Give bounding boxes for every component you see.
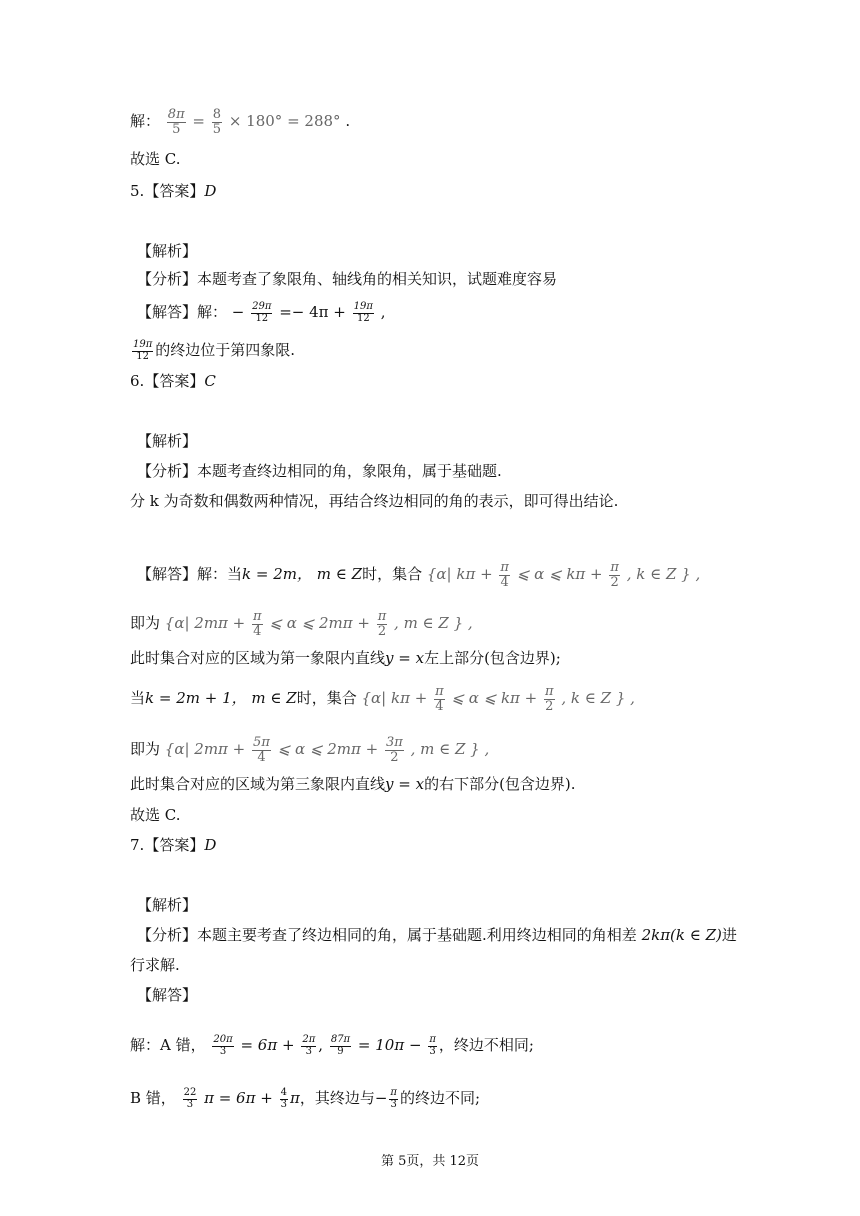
analysis-6-line-1: 【分析】本题考查终边相同的角，象限角，属于基础题. [137,462,502,480]
analysis-heading-6: 【解析】 [137,432,198,450]
solution-6-line-3: 此时集合对应的区域为第一象限内直线y = x左上部分(包含边界); [130,649,561,667]
analysis-heading-5: 【解析】 [137,242,198,260]
solution-6-line-6: 此时集合对应的区域为第三象限内直线y = x的右下部分(包含边界). [130,775,576,793]
answer-7: 7.【答案】D [130,836,217,854]
answer-6: 6.【答案】C [130,372,216,390]
text: 解： [130,112,161,131]
solution-6-line-5: 即为 {α| 2mπ + $\frac{5\pi}{4}$ ⩽ α ⩽ 2mπ + $\frac{3\pi}{2}$ , m ∈ Z } , [130,735,490,765]
solution-5-line-2: $\frac{19\pi}{12}$ 的终边位于第四象限. [133,339,296,362]
analysis-7-line-2: 行求解. [130,956,180,974]
answer-5: 5.【答案】D [130,182,217,200]
page-footer: 第 5页，共 12页 [380,1154,480,1169]
solution-7-line-1: 解：A 错， $\frac{20\pi}{3}$ = 6π + $\frac{2\pi}{3}$ , $\frac{87\pi}{9}$ = 10π − $\frac{\pi}{3}$ ，终边不相同; [130,1034,534,1057]
solution-6-line-2: 即为 {α| 2mπ + $\frac{\pi}{4}$ ⩽ α ⩽ 2mπ + $\frac{\pi}{2}$ , m ∈ Z } , [130,609,473,639]
solution-5-line-1: 【解答】解： − $\frac{29\pi}{12}$ =− 4π + $\frac{19\pi}{12}$ , [137,301,386,324]
solution-heading-7: 【解答】 [137,986,198,1004]
fraction: $\frac{8\pi}{5}$ [167,107,185,137]
solution-7-line-2: B 错， $\frac{22}{3}$ π = 6π + $\frac{4}{3}$ π，其终边与− $\frac{\pi}{3}$ 的终边不同; [130,1087,481,1110]
solution-6-line-7: 故选 C. [130,806,181,824]
analysis-heading-7: 【解析】 [137,896,198,914]
solution-6-line-4: 当k = 2m + 1， m ∈ Z时，集合 {α| kπ + $\frac{\pi}{4}$ ⩽ α ⩽ kπ + $\frac{\pi}{2}$ , k ∈ Z } , [130,684,635,714]
analysis-6-line-2: 分 k 为奇数和偶数两种情况，再结合终边相同的角的表示，即可得出结论. [130,492,619,510]
analysis-7-line-1: 【分析】本题主要考查了终边相同的角，属于基础题.利用终边相同的角相差 2kπ(k ∈ Z)进 [137,926,737,944]
fraction: $\frac{8}{5}$ [212,107,222,137]
solution-line-1: 解： $\frac{8\pi}{5}$ = $\frac{8}{5}$ × 180° = 288° . [130,107,351,137]
solution-line-2: 故选 C. [130,150,181,168]
solution-6-line-1: 【解答】解：当k = 2m， m ∈ Z时，集合 {α| kπ + $\frac{\pi}{4}$ ⩽ α ⩽ kπ + $\frac{\pi}{2}$ , k ∈ Z } , [137,560,701,590]
analysis-5: 【分析】本题考查了象限角、轴线角的相关知识，试题难度容易 [137,270,558,288]
